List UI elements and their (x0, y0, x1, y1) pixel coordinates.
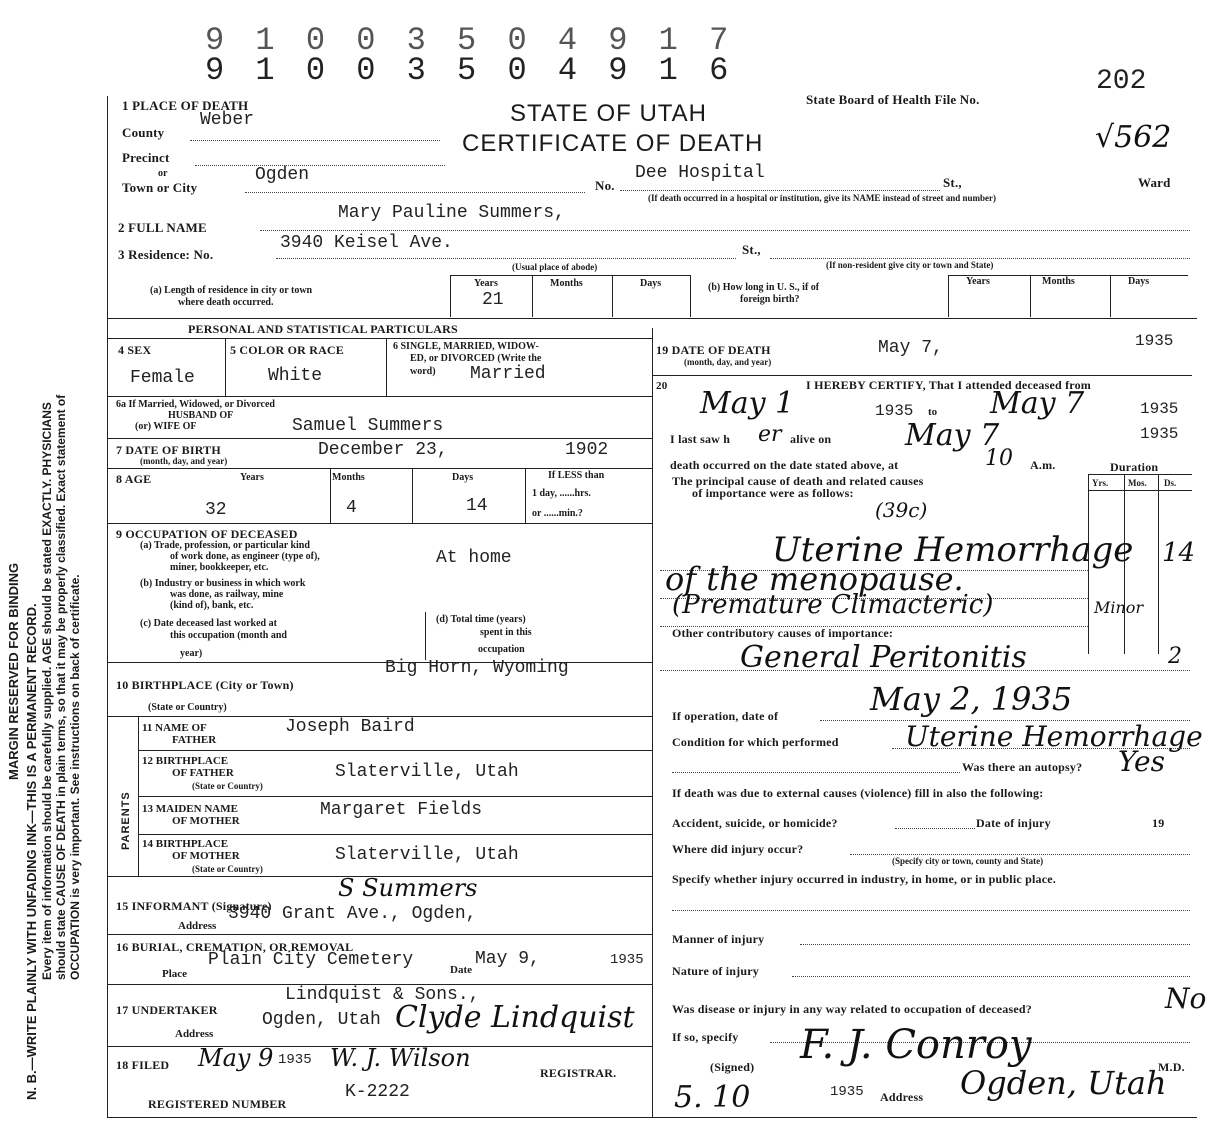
alive-on-label: alive on (790, 432, 832, 446)
sex-label: 4 SEX (118, 343, 152, 357)
or-label: or (158, 168, 168, 179)
residence-years: 21 (482, 290, 504, 310)
cause-secondary: of the menopause. (665, 560, 964, 598)
hospital-note: (If death occurred in a hospital or institution, give its NAME instead of street and number) (648, 193, 997, 203)
importance-label: of importance were as follows: (692, 486, 854, 500)
attended-from-year: 1935 (875, 402, 914, 420)
occupation-d3: occupation (478, 644, 525, 655)
residence-length-label2: where death occurred. (178, 297, 274, 308)
margin-occupation: OCCUPATION is very important. See instructions on back of certificate. (68, 574, 82, 980)
operation-label: If operation, date of (672, 709, 779, 723)
undertaker-address-label: Address (175, 1028, 214, 1040)
other-cause: General Peritonitis (740, 640, 1027, 675)
date-of-death-label2: (month, day, and year) (684, 357, 772, 367)
filed-label: 18 FILED (116, 1058, 170, 1072)
last-saw-her: er (758, 422, 782, 447)
spouse-label2: HUSBAND OF (168, 410, 234, 421)
cause-primary-days: 14 (1162, 538, 1196, 568)
marital-value: Married (470, 364, 546, 384)
ward-label: Ward (1138, 175, 1171, 190)
county-value: Weber (200, 110, 255, 130)
dob-label2: (month, day, and year) (140, 456, 228, 466)
spouse-value: Samuel Summers (292, 416, 444, 436)
st-label: St., (943, 175, 962, 190)
occupation-a2: of work done, as engineer (type of), (170, 551, 320, 562)
state-title: STATE OF UTAH (510, 100, 707, 127)
occupation-c: (c) Date deceased last worked at (140, 618, 277, 629)
full-name-value: Mary Pauline Summers, (338, 203, 565, 223)
duration-mos: Mos. (1128, 478, 1147, 488)
undertaker-signature: Clyde Lindquist (395, 1000, 635, 1035)
years-header: Years (474, 278, 498, 289)
foreign-days-header: Days (1128, 276, 1150, 287)
margin-should: should state CAUSE OF DEATH in plain terms, so that it may be properly classified. Exact statement of (54, 394, 68, 980)
disease-question: Was disease or injury in any way related to occupation of deceased? (672, 1002, 1032, 1016)
informant-label: 15 INFORMANT (Signature) (116, 899, 272, 913)
handwritten-number: √562 (1095, 120, 1172, 155)
certify-number: 20 (656, 380, 668, 392)
external-label: If death was due to external causes (violence) fill in also the following: (672, 786, 1044, 800)
undertaker-value: Lindquist & Sons., (285, 985, 480, 1005)
informant-address: 3940 Grant Ave., Ogden, (228, 904, 477, 924)
occupation-d: (d) Total time (years) (436, 614, 526, 625)
days-header: Days (640, 278, 662, 289)
informant-address-label: Address (178, 920, 217, 932)
residence-label: 3 Residence: No. (118, 247, 214, 262)
signed-label: (Signed) (710, 1060, 755, 1074)
if-so-label: If so, specify (672, 1030, 739, 1044)
spouse-label3: (or) WIFE OF (135, 421, 197, 432)
signed-year: 1935 (830, 1084, 864, 1100)
margin-every: Every item of information should be carefully supplied. AGE should be stated EXACTLY. PHYSICIANS (40, 402, 54, 980)
duration-yrs: Yrs. (1092, 478, 1109, 488)
specify-whether-label: Specify whether injury occurred in industry, in home, or in public place. (672, 872, 1056, 886)
where-injury-label: Where did injury occur? (672, 842, 804, 856)
file-number: 202 (1096, 66, 1147, 97)
date-of-death-year: 1935 (1135, 332, 1174, 350)
full-name-label: 2 FULL NAME (118, 220, 207, 235)
cert-number-second: 9 1 0 0 3 5 0 4 9 1 6 (205, 52, 735, 89)
margin-nb: N. B.—WRITE PLAINLY WITH UNFADING INK—THIS IS A PERMANENT RECORD. (24, 603, 39, 1100)
father-label: 11 NAME OF (142, 722, 207, 734)
occupation-a3: miner, bookkeeper, etc. (170, 562, 269, 573)
birthplace-label: 10 BIRTHPLACE (City or Town) (116, 678, 294, 692)
cause-tertiary-duration: Minor (1094, 598, 1144, 617)
mother-birth-label3: (State or Country) (192, 864, 263, 874)
mother-birth-value: Slaterville, Utah (335, 845, 519, 865)
filed-date: May 9 (198, 1044, 274, 1072)
signer-address: Ogden, Utah (960, 1064, 1167, 1102)
residence-length-label: (a) Length of residence in city or town (150, 285, 313, 296)
age-months: 4 (346, 498, 357, 518)
duration-ds: Ds. (1164, 478, 1177, 488)
occupation-d2: spent in this (480, 627, 532, 638)
date-of-death-value: May 7, (878, 338, 943, 358)
town-label: Town or City (122, 180, 198, 195)
alive-on-date: May 7 (905, 418, 1000, 453)
age-days: 14 (466, 496, 488, 516)
manner-label: Manner of injury (672, 932, 765, 946)
spouse-label: 6a If Married, Widowed, or Divorced (116, 399, 275, 410)
marital-label: 6 SINGLE, MARRIED, WIDOW- (393, 341, 539, 352)
registered-number-label: REGISTERED NUMBER (148, 1097, 287, 1111)
occupation-value: At home (436, 548, 512, 568)
autopsy-value: Yes (1118, 745, 1165, 778)
birthplace-value: Big Horn, Wyoming (385, 658, 569, 678)
burial-label: 16 BURIAL, CREMATION, OR REMOVAL (116, 940, 354, 954)
registered-number-value: K-2222 (345, 1082, 410, 1102)
occupation-label: 9 OCCUPATION OF DECEASED (116, 527, 298, 541)
less-label: If LESS than (548, 470, 605, 481)
attended-to-year: 1935 (1140, 400, 1179, 418)
cause-tertiary: (Premature Climacteric) (672, 590, 994, 620)
burial-date-label: Date (450, 964, 472, 976)
burial-date-value: May 9, (475, 949, 540, 969)
father-value: Joseph Baird (285, 717, 415, 737)
cert-number-top: 9 1 0 0 3 5 0 4 9 1 7 (205, 22, 735, 59)
specify-city-note: (Specify city or town, county and State) (892, 856, 1044, 866)
age-label: 8 AGE (116, 472, 152, 486)
hospital-value: Dee Hospital (635, 163, 765, 183)
no-label: No. (595, 178, 615, 193)
father-label2: FATHER (172, 734, 217, 746)
less-hrs: 1 day, ......hrs. (532, 488, 591, 499)
sex-value: Female (130, 368, 195, 388)
date-of-death-label: 19 DATE OF DEATH (656, 343, 771, 357)
death-hour: 10 (985, 446, 1013, 471)
age-days-header: Days (452, 472, 474, 483)
physician-signature: F. J. Conroy (800, 1022, 1032, 1068)
informant-signature: S Summers (338, 874, 478, 902)
occurred-label: death occurred on the date stated above, at (670, 458, 899, 472)
am-label: A.m. (1030, 458, 1056, 472)
md-label: M.D. (1158, 1060, 1185, 1074)
foreign-birth-label: (b) How long in U. S., if of (708, 282, 820, 293)
board-label: State Board of Health File No. (806, 92, 980, 107)
nature-label: Nature of injury (672, 964, 759, 978)
father-birth-label2: OF FATHER (172, 767, 234, 779)
place-of-death-label: 1 PLACE OF DEATH (122, 98, 249, 113)
dob-value: December 23, (318, 440, 448, 460)
disease-answer: No (1165, 982, 1207, 1015)
occupation-b: (b) Industry or business in which work (140, 578, 306, 589)
age-months-header: Months (332, 472, 365, 483)
marital-label3: word) (410, 366, 436, 377)
autopsy-label: Was there an autopsy? (962, 760, 1083, 774)
injury-year-prefix: 19 (1152, 816, 1165, 830)
burial-place-value: Plain City Cemetery (208, 950, 414, 970)
other-causes-label: Other contributory causes of importance: (672, 626, 894, 640)
father-birth-label: 12 BIRTHPLACE (142, 755, 229, 767)
registrar-label: REGISTRAR. (540, 1066, 617, 1080)
injury-date-label: Date of injury (976, 816, 1051, 830)
attended-to: May 7 (990, 386, 1085, 421)
marital-label2: ED, or DIVORCED (Write the (410, 353, 542, 364)
occupation-b3: (kind of), bank, etc. (170, 600, 254, 611)
dob-year: 1902 (565, 440, 609, 460)
mother-birth-label2: OF MOTHER (172, 850, 240, 862)
residence-st-label: St., (742, 242, 761, 257)
condition-label: Condition for which performed (672, 735, 839, 749)
principal-cause-label: The principal cause of death and related causes (672, 474, 924, 488)
mother-label2: OF MOTHER (172, 815, 240, 827)
margin-binding: MARGIN RESERVED FOR BINDING (6, 562, 21, 780)
county-label: County (122, 125, 165, 140)
personal-heading: PERSONAL AND STATISTICAL PARTICULARS (188, 322, 458, 336)
color-label: 5 COLOR OR RACE (230, 343, 345, 357)
birthplace-state-label: (State or Country) (148, 702, 227, 713)
father-birth-value: Slaterville, Utah (335, 762, 519, 782)
less-min: or ......min.? (532, 508, 583, 519)
duration-label: Duration (1110, 460, 1159, 474)
nonresident-note: (If non-resident give city or town and State) (826, 260, 994, 270)
dob-label: 7 DATE OF BIRTH (116, 443, 221, 457)
mother-label: 13 MAIDEN NAME (142, 803, 238, 815)
alive-on-year: 1935 (1140, 425, 1179, 443)
occupation-b2: was done, as railway, mine (170, 589, 284, 600)
occupation-c3: year) (180, 648, 203, 659)
mother-birth-label: 14 BIRTHPLACE (142, 838, 229, 850)
months-header: Months (550, 278, 583, 289)
operation-date: May 2, 1935 (870, 680, 1073, 718)
cause-code: (39c) (875, 498, 928, 522)
undertaker-address: Ogden, Utah (262, 1010, 381, 1030)
accident-label: Accident, suicide, or homicide? (672, 816, 838, 830)
age-years: 32 (205, 500, 227, 520)
certify-label: I HEREBY CERTIFY, That I attended deceased from (806, 378, 1092, 392)
signed-date: 5. 10 (674, 1080, 751, 1115)
age-years-header: Years (240, 472, 264, 483)
residence-value: 3940 Keisel Ave. (280, 233, 453, 253)
signer-address-label: Address (880, 1090, 924, 1104)
foreign-months-header: Months (1042, 276, 1075, 287)
condition-value: Uterine Hemorrhage (905, 720, 1203, 753)
occupation-c2: this occupation (month and (170, 630, 287, 641)
father-birth-label3: (State or Country) (192, 781, 263, 791)
foreign-birth-label2: foreign birth? (740, 294, 800, 305)
occupation-a: (a) Trade, profession, or particular kind (140, 540, 310, 551)
town-value: Ogden (255, 165, 310, 185)
attended-to-label: to (928, 406, 938, 418)
mother-value: Margaret Fields (320, 800, 483, 820)
parents-label: PARENTS (120, 791, 132, 850)
other-cause-days: 2 (1168, 644, 1182, 669)
foreign-years-header: Years (966, 276, 990, 287)
last-saw-label: I last saw h (670, 432, 731, 446)
certificate-title: CERTIFICATE OF DEATH (462, 130, 764, 157)
color-value: White (268, 366, 323, 386)
cause-primary: Uterine Hemorrhage (772, 530, 1134, 570)
undertaker-label: 17 UNDERTAKER (116, 1003, 218, 1017)
usual-abode-note: (Usual place of abode) (512, 262, 598, 272)
filed-year: 1935 (278, 1052, 312, 1068)
burial-year: 1935 (610, 952, 644, 968)
registrar-signature: W. J. Wilson (330, 1044, 471, 1072)
attended-from: May 1 (700, 386, 795, 421)
burial-place-label: Place (162, 968, 188, 980)
precinct-label: Precinct (122, 150, 170, 165)
